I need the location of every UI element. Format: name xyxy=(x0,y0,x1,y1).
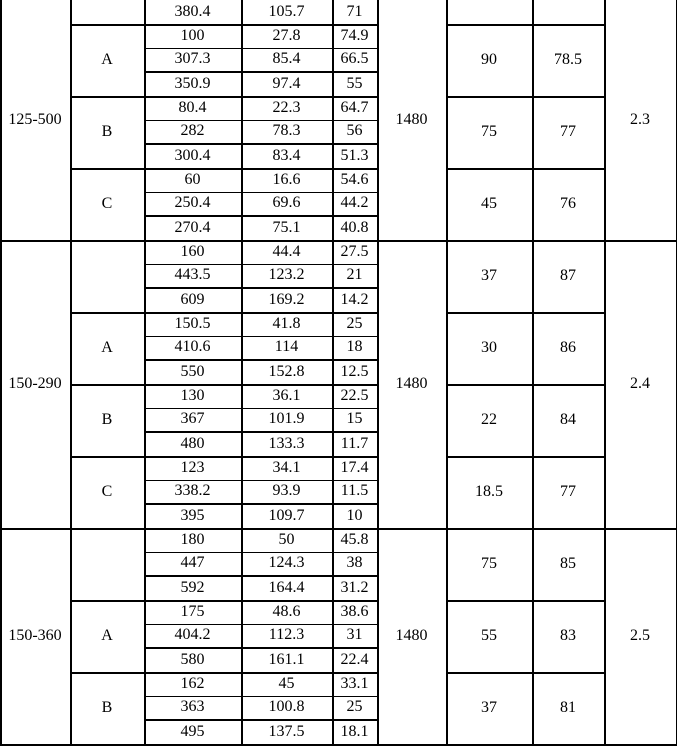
head-cell: 45.8 xyxy=(340,530,369,548)
head-cell: 71 xyxy=(346,2,363,20)
flow-ls-cell: 44.4 xyxy=(272,242,301,260)
efficiency-cell: 76 xyxy=(560,195,576,212)
flow-ls-cell: 36.1 xyxy=(272,386,301,404)
flow-m3h-cell: 404.2 xyxy=(174,626,211,644)
flow-ls-cell: 83.4 xyxy=(272,146,301,164)
flow-ls-cell: 137.5 xyxy=(268,722,305,740)
flow-ls-cell: 164.4 xyxy=(268,578,305,596)
motor-power-cell: 75 xyxy=(481,123,497,140)
efficiency-cell: 84 xyxy=(560,411,576,428)
flow-m3h-cell: 443.5 xyxy=(174,266,211,284)
motor-power-cell xyxy=(446,0,532,24)
table-vline xyxy=(144,0,146,746)
flow-ls-cell: 34.1 xyxy=(272,458,301,476)
efficiency-cell: 78.5 xyxy=(554,51,582,68)
flow-m3h-cell: 363 xyxy=(180,698,205,716)
motor-power-cell: 37 xyxy=(481,699,497,716)
variant-label: A xyxy=(101,627,113,644)
head-cell: 22.4 xyxy=(340,650,369,668)
efficiency-cell xyxy=(532,0,604,24)
flow-m3h-cell: 100 xyxy=(180,26,205,44)
flow-m3h-cell: 338.2 xyxy=(174,482,211,500)
motor-power-cell: 90 xyxy=(481,51,497,68)
head-cell: 33.1 xyxy=(340,674,369,692)
flow-ls-cell: 48.6 xyxy=(272,602,301,620)
flow-ls-cell: 78.3 xyxy=(272,122,301,140)
head-cell: 11.7 xyxy=(340,434,369,452)
head-cell: 18.1 xyxy=(340,722,369,740)
flow-m3h-cell: 580 xyxy=(180,650,205,668)
flow-ls-cell: 161.1 xyxy=(268,650,305,668)
head-cell: 66.5 xyxy=(340,50,369,68)
efficiency-cell: 77 xyxy=(560,483,576,500)
flow-ls-cell: 124.3 xyxy=(268,554,305,572)
flow-m3h-cell: 123 xyxy=(180,458,205,476)
table-vline xyxy=(604,0,606,746)
flow-m3h-cell: 250.4 xyxy=(174,194,211,212)
head-cell: 17.4 xyxy=(340,458,369,476)
flow-m3h-cell: 180 xyxy=(180,530,205,548)
variant-label: B xyxy=(101,699,113,716)
npsh-cell: 2.3 xyxy=(630,110,650,128)
flow-ls-cell: 109.7 xyxy=(268,506,305,524)
variant-label xyxy=(70,240,144,312)
npsh-cell: 2.4 xyxy=(630,375,650,392)
motor-power-cell: 55 xyxy=(481,627,497,644)
flow-ls-cell: 27.8 xyxy=(272,26,301,44)
variant-label: B xyxy=(101,411,113,428)
flow-m3h-cell: 495 xyxy=(180,722,205,740)
speed-cell: 1480 xyxy=(395,627,428,644)
efficiency-cell: 87 xyxy=(560,267,576,284)
head-cell: 22.5 xyxy=(340,386,369,404)
flow-ls-cell: 112.3 xyxy=(268,626,305,644)
flow-ls-cell: 45 xyxy=(278,674,295,692)
variant-label: B xyxy=(101,123,113,140)
head-cell: 10 xyxy=(346,506,363,524)
variant-label xyxy=(70,528,144,600)
flow-m3h-cell: 162 xyxy=(180,674,205,692)
head-cell: 21 xyxy=(346,266,363,284)
table-vline xyxy=(332,0,334,746)
head-cell: 40.8 xyxy=(340,218,369,236)
motor-power-cell: 18.5 xyxy=(475,483,503,500)
head-cell: 25 xyxy=(346,698,363,716)
table-vline xyxy=(532,0,534,746)
flow-m3h-cell: 410.6 xyxy=(174,338,211,356)
speed-cell: 1480 xyxy=(395,110,428,128)
variant-label: C xyxy=(101,483,113,500)
flow-ls-cell: 16.6 xyxy=(272,170,301,188)
model-cell: 150-290 xyxy=(8,375,62,392)
efficiency-cell: 81 xyxy=(560,699,576,716)
variant-label: A xyxy=(101,339,113,356)
flow-ls-cell: 50 xyxy=(278,530,295,548)
speed-cell: 1480 xyxy=(395,375,428,392)
model-cell: 150-360 xyxy=(8,627,62,644)
flow-m3h-cell: 350.9 xyxy=(174,74,211,92)
flow-m3h-cell: 307.3 xyxy=(174,50,211,68)
npsh-cell: 2.5 xyxy=(630,627,650,644)
flow-ls-cell: 75.1 xyxy=(272,218,301,236)
head-cell: 44.2 xyxy=(340,194,369,212)
flow-ls-cell: 85.4 xyxy=(272,50,301,68)
flow-ls-cell: 69.6 xyxy=(272,194,301,212)
flow-ls-cell: 152.8 xyxy=(268,362,305,380)
flow-ls-cell: 97.4 xyxy=(272,74,301,92)
flow-m3h-cell: 160 xyxy=(180,242,205,260)
flow-m3h-cell: 380.4 xyxy=(174,2,211,20)
head-cell: 64.7 xyxy=(340,98,369,116)
flow-m3h-cell: 130 xyxy=(180,386,205,404)
motor-power-cell: 37 xyxy=(481,267,497,284)
head-cell: 11.5 xyxy=(340,482,369,500)
head-cell: 27.5 xyxy=(340,242,369,260)
head-cell: 25 xyxy=(346,314,363,332)
flow-m3h-cell: 550 xyxy=(180,362,205,380)
head-cell: 51.3 xyxy=(340,146,369,164)
head-cell: 74.9 xyxy=(340,26,369,44)
flow-m3h-cell: 282 xyxy=(180,122,205,140)
efficiency-cell: 86 xyxy=(560,339,576,356)
flow-ls-cell: 114 xyxy=(274,338,299,356)
flow-ls-cell: 105.7 xyxy=(268,2,305,20)
flow-m3h-cell: 80.4 xyxy=(178,98,207,116)
motor-power-cell: 75 xyxy=(481,555,497,572)
flow-m3h-cell: 480 xyxy=(180,434,205,452)
flow-m3h-cell: 609 xyxy=(180,290,205,308)
flow-m3h-cell: 60 xyxy=(184,170,201,188)
flow-ls-cell: 22.3 xyxy=(272,98,301,116)
table-vline xyxy=(241,0,243,746)
flow-ls-cell: 123.2 xyxy=(268,266,305,284)
flow-m3h-cell: 175 xyxy=(180,602,205,620)
head-cell: 55 xyxy=(346,74,363,92)
flow-m3h-cell: 270.4 xyxy=(174,218,211,236)
efficiency-cell: 85 xyxy=(560,555,576,572)
motor-power-cell: 30 xyxy=(481,339,497,356)
motor-power-cell: 22 xyxy=(481,411,497,428)
table-vline xyxy=(0,0,2,746)
flow-ls-cell: 133.3 xyxy=(268,434,305,452)
flow-m3h-cell: 150.5 xyxy=(174,314,211,332)
flow-ls-cell: 100.8 xyxy=(268,698,305,716)
head-cell: 18 xyxy=(346,338,363,356)
variant-label xyxy=(70,0,144,24)
head-cell: 14.2 xyxy=(340,290,369,308)
table-vline xyxy=(446,0,448,746)
table-vline xyxy=(377,0,379,746)
flow-m3h-cell: 300.4 xyxy=(174,146,211,164)
motor-power-cell: 45 xyxy=(481,195,497,212)
table-vline xyxy=(70,0,72,746)
head-cell: 12.5 xyxy=(340,362,369,380)
head-cell: 38.6 xyxy=(340,602,369,620)
flow-ls-cell: 169.2 xyxy=(268,290,305,308)
head-cell: 38 xyxy=(346,554,363,572)
flow-ls-cell: 101.9 xyxy=(268,410,305,428)
head-cell: 15 xyxy=(346,410,363,428)
model-cell: 125-500 xyxy=(8,110,62,128)
efficiency-cell: 83 xyxy=(560,627,576,644)
head-cell: 56 xyxy=(346,122,363,140)
variant-label: A xyxy=(101,51,113,68)
flow-m3h-cell: 395 xyxy=(180,506,205,524)
flow-ls-cell: 93.9 xyxy=(272,482,301,500)
variant-label: C xyxy=(101,195,113,212)
flow-ls-cell: 41.8 xyxy=(272,314,301,332)
efficiency-cell: 77 xyxy=(560,123,576,140)
head-cell: 31.2 xyxy=(340,578,369,596)
flow-m3h-cell: 592 xyxy=(180,578,205,596)
head-cell: 31 xyxy=(346,626,363,644)
head-cell: 54.6 xyxy=(340,170,369,188)
flow-m3h-cell: 447 xyxy=(180,554,205,572)
flow-m3h-cell: 367 xyxy=(180,410,205,428)
